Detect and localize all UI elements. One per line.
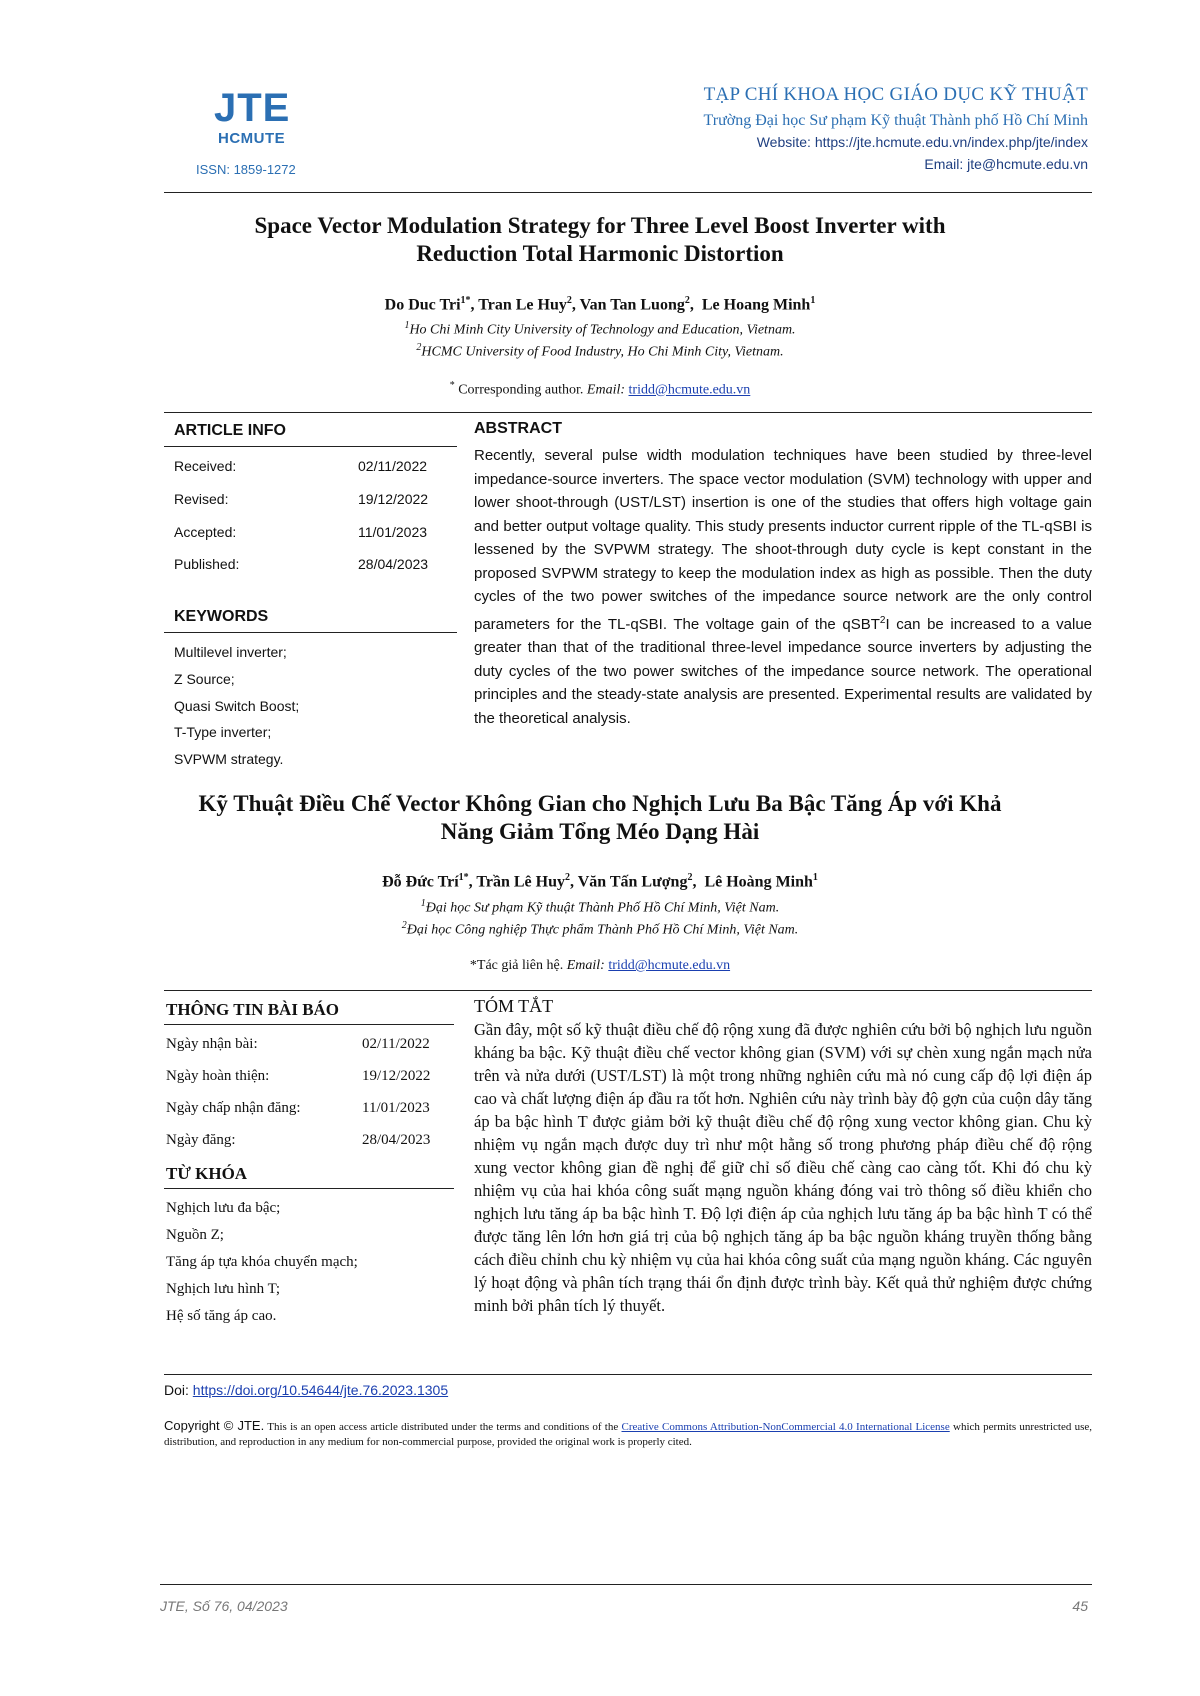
page-number: 45 bbox=[1072, 1598, 1088, 1614]
license-link[interactable]: Creative Commons Attribution-NonCommercial 4.0 International License bbox=[621, 1421, 950, 1433]
affiliation-en-2: $^2$HCMC University of Food Industry, Ho Chi Minh City, Vietnam. bbox=[416, 342, 784, 360]
date-label: Ngày nhận bài: bbox=[166, 1036, 258, 1052]
corresponding-vi: *Tác giả liên hệ. Email: tridd@hcmute.edu.vn bbox=[469, 958, 731, 973]
author-name: Văn Tấn Lượng bbox=[577, 873, 688, 891]
author-name: Lê Hoàng Minh bbox=[704, 873, 813, 891]
header-rule bbox=[164, 192, 1092, 193]
abstract-heading-vi: TÓM TẮT bbox=[474, 996, 554, 1016]
author-name: Trần Lê Huy bbox=[476, 873, 565, 891]
doi-link[interactable]: https://doi.org/10.54644/jte.76.2023.1305 bbox=[192, 1382, 449, 1398]
date-value: 19/12/2022 bbox=[358, 491, 429, 507]
affiliation-vi-1: $^1$Đại học Sư phạm Kỹ thuật Thành Phố Hồ Chí Minh, Việt Nam. bbox=[420, 898, 780, 916]
keyword: Nghịch lưu đa bậc; bbox=[166, 1200, 281, 1216]
date-label: Ngày chấp nhận đăng: bbox=[166, 1100, 301, 1116]
email-link[interactable]: tridd@hcmute.edu.vn bbox=[608, 958, 731, 973]
title-vi-line-1: Kỹ Thuật Điều Chế Vector Không Gian cho Nghịch Lưu Ba Bậc Tăng Áp với Khả bbox=[198, 791, 1002, 816]
info-rule bbox=[164, 1024, 454, 1025]
copyright-notice: Copyright © JTE. This is an open access article distributed under the terms and conditions of the Creative Commons Attribution-NonCommercial 4.0 International License which permits unrestricted use, distribution, and reproduction in any medium for non-commercial purpose, provided the original work is properly cited. bbox=[164, 1418, 1093, 1448]
date-value: 28/04/2023 bbox=[362, 1132, 431, 1148]
keyword: Tăng áp tựa khóa chuyển mạch; bbox=[166, 1254, 358, 1270]
footer-issue: JTE, Số 76, 04/2023 bbox=[160, 1598, 288, 1614]
paper-title-en bbox=[130, 212, 1070, 268]
article-info-heading: ARTICLE INFO bbox=[174, 422, 286, 439]
keyword: Nguồn Z; bbox=[166, 1227, 224, 1243]
keyword: Multilevel inverter; bbox=[174, 644, 287, 660]
keywords-heading-vi: TỪ KHÓA bbox=[166, 1164, 248, 1183]
paper-title-vi bbox=[130, 790, 1070, 846]
affiliation-vi-2: $^2$Đại học Công nghiệp Thực phẩm Thành Phố Hồ Chí Minh, Việt Nam. bbox=[401, 920, 799, 938]
keywords-rule bbox=[164, 632, 457, 633]
journal-logo: JTE bbox=[214, 86, 291, 130]
affiliation-en-1: $^1$Ho Chi Minh City University of Technology and Education, Vietnam. bbox=[404, 320, 796, 338]
footer-rule bbox=[160, 1584, 1092, 1585]
date-label: Revised: bbox=[174, 491, 229, 507]
journal-title: TẠP CHÍ KHOA HỌC GIÁO DỤC KỸ THUẬT bbox=[703, 84, 1088, 105]
date-label: Received: bbox=[174, 458, 237, 474]
date-label: Accepted: bbox=[174, 524, 237, 540]
abstract-en: Recently, several pulse width modulation techniques have been studied by three-level impedance-source inverters. The space vector modulation (SVM) technology with upper and lower shoot-through (UST/LST) insertion is one of the studies that offers high voltage gain and better output voltage quality. This study presents inductor current ripple of the TL-qSBI is lessened by the SVPWM strategy. The shoot-through duty cycle is kept constant in the proposed SVPWM strategy to keep the modulation index as high as possible. Then the duty cycles of the two power switches of the impedance source network are the only control parameters for the TL-qSBI. The voltage gain of the qSBT$^2$I can be increased to a value greater than that of the traditional three-level impedance source inverters by adjusting the duty cycles of the two power switches of the impedance source network. The operational principles and the steady-state analysis are presented. Experimental results are validated by the theoretical analysis. bbox=[474, 447, 1093, 727]
date-value: 11/01/2023 bbox=[362, 1100, 430, 1116]
section-rule bbox=[164, 1374, 1092, 1375]
keyword: Z Source; bbox=[174, 671, 235, 687]
date-label: Published: bbox=[174, 556, 240, 572]
date-value: 02/11/2022 bbox=[358, 458, 428, 474]
title-en-line-1: Space Vector Modulation Strategy for Three Level Boost Inverter with bbox=[254, 213, 946, 238]
info-rule bbox=[164, 446, 457, 447]
abstract-vi: Gần đây, một số kỹ thuật điều chế độ rộng xung đã được nghiên cứu bởi bộ nghịch lưu nguồn kháng ba bậc. Kỹ thuật điều chế vector không gian (SVM) với sự chèn xung ngắn mạch nửa trên và nửa dưới (UST/LST) là một trong những nghiên cứu mà nó cung cấp độ lợi điện áp cao và chất lượng điện áp đầu ra tốt hơn. Nghiên cứu này trình bày độ gợn của cuộn dây tăng áp ba bậc hình T được giảm bởi kỹ thuật điều chế độ rộng xung vector không gian. Chu kỳ nhiệm vụ ngắn mạch được duy trì như một hằng số trong phương pháp điều chế độ rộng xung vector không gian đề nghị để giữ chỉ số điều chế càng cao càng tốt. Khi đó chu kỳ nhiệm vụ của hai khóa công suất mạng nguồn kháng đóng vai trò thông số điều khiển cho nghịch lưu tăng áp ba bậc hình T. Độ lợi điện áp của nghịch lưu tăng áp ba bậc hình T có thể được tăng lên lớn hơn giá trị của bộ nghịch tăng áp ba bậc nguồn kháng truyền thống bằng cách điều chỉnh chu kỳ nhiệm vụ của hai khóa công suất của mạng nguồn kháng. Các nguyên lý hoạt động và phân tích trạng thái ổn định được trình bày. Kết quả thử nghiệm được chứng minh bởi phân tích lý thuyết. bbox=[474, 1020, 1092, 1315]
author-name: Đỗ Đức Trí bbox=[382, 873, 459, 891]
section-rule bbox=[164, 412, 1092, 413]
keywords-rule bbox=[164, 1188, 454, 1189]
keywords-heading: KEYWORDS bbox=[174, 608, 269, 625]
author-name: Le Hoang Minh bbox=[701, 296, 811, 314]
date-label: Ngày đăng: bbox=[166, 1132, 236, 1148]
author-name: Do Duc Tri bbox=[384, 296, 461, 314]
keyword: Nghịch lưu hình T; bbox=[166, 1281, 281, 1297]
journal-website[interactable]: Website: https://jte.hcmute.edu.vn/index.php/jte/index bbox=[756, 134, 1088, 150]
keyword: T-Type inverter; bbox=[174, 724, 272, 740]
keyword: SVPWM strategy. bbox=[174, 751, 284, 767]
authors-en: Do Duc Tri$^{1*}$, Tran Le Huy$^2$, Van Tan Luong$^2$, Le Hoang Minh$^1$ bbox=[384, 295, 816, 314]
journal-subtitle: Trường Đại học Sư phạm Kỹ thuật Thành phố Hồ Chí Minh bbox=[703, 112, 1088, 129]
corresponding-en: * Corresponding author. Email: tridd@hcmute.edu.vn bbox=[449, 380, 751, 398]
authors-vi: Đỗ Đức Trí$^{1*}$, Trần Lê Huy$^2$, Văn Tấn Lượng$^2$, Lê Hoàng Minh$^1$ bbox=[382, 872, 818, 891]
date-value: 28/04/2023 bbox=[358, 556, 429, 572]
section-rule bbox=[164, 990, 1092, 991]
author-name: Van Tan Luong bbox=[579, 296, 685, 314]
abstract-heading: ABSTRACT bbox=[474, 420, 562, 437]
date-label: Ngày hoàn thiện: bbox=[166, 1068, 270, 1084]
doi: Doi: https://doi.org/10.54644/jte.76.2023.1305 bbox=[164, 1382, 449, 1398]
email-link[interactable]: tridd@hcmute.edu.vn bbox=[628, 382, 751, 398]
date-value: 11/01/2023 bbox=[358, 524, 428, 540]
article-info-heading-vi: THÔNG TIN BÀI BÁO bbox=[166, 1000, 340, 1019]
title-en-line-2: Reduction Total Harmonic Distortion bbox=[416, 241, 784, 266]
journal-logo-sub: HCMUTE bbox=[218, 130, 286, 147]
keyword: Hệ số tăng áp cao. bbox=[166, 1308, 277, 1324]
title-vi-line-2: Năng Giảm Tổng Méo Dạng Hài bbox=[440, 819, 760, 844]
date-value: 02/11/2022 bbox=[362, 1036, 430, 1052]
issn: ISSN: 1859-1272 bbox=[196, 162, 296, 177]
author-name: Tran Le Huy bbox=[478, 296, 567, 314]
date-value: 19/12/2022 bbox=[362, 1068, 431, 1084]
keyword: Quasi Switch Boost; bbox=[174, 698, 300, 714]
journal-email[interactable]: Email: jte@hcmute.edu.vn bbox=[924, 156, 1088, 172]
